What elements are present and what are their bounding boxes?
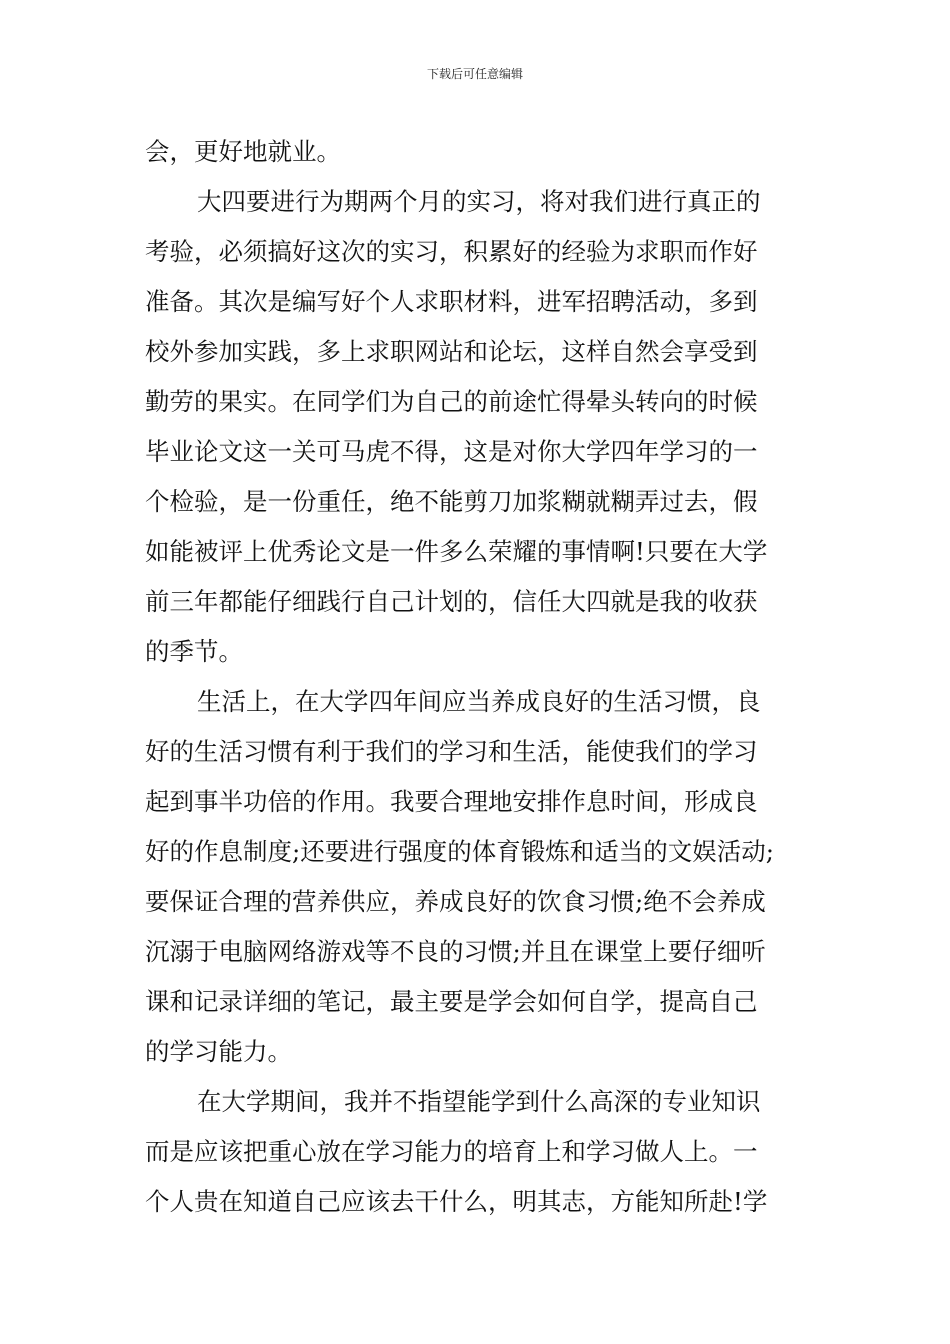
text-line: 校外参加实践，多上求职网站和论坛，这样自然会享受到 [145, 337, 758, 366]
text-line: 个人贵在知道自己应该去干什么，明其志，方能知所赴!学 [145, 1187, 768, 1216]
text-line: 起到事半功倍的作用。我要合理地安排作息时间，形成良 [145, 787, 758, 816]
text-line: 考验，必须搞好这次的实习，积累好的经验为求职而作好 [145, 237, 758, 266]
text-line: 如能被评上优秀论文是一件多么荣耀的事情啊!只要在大学 [145, 537, 768, 566]
text-line: 而是应该把重心放在学习能力的培育上和学习做人上。一 [145, 1137, 758, 1166]
text-line: 会，更好地就业。 [145, 137, 341, 166]
text-line: 毕业论文这一关可马虎不得，这是对你大学四年学习的一 [145, 437, 758, 466]
text-line: 个检验，是一份重任，绝不能剪刀加浆糊就糊弄过去，假 [145, 487, 758, 516]
text-line: 准备。其次是编写好个人求职材料，进军招聘活动，多到 [145, 287, 758, 316]
document-body [145, 127, 813, 1227]
text-line: 课和记录详细的笔记，最主要是学会如何自学，提高自己 [145, 987, 758, 1016]
text-line: 要保证合理的营养供应，养成良好的饮食习惯;绝不会养成 [145, 887, 766, 916]
text-line: 在大学期间，我并不指望能学到什么高深的专业知识 [197, 1087, 761, 1116]
text-line: 大四要进行为期两个月的实习，将对我们进行真正的 [197, 187, 761, 216]
text-line: 的学习能力。 [145, 1037, 292, 1066]
text-line: 好的生活习惯有利于我们的学习和生活，能使我们的学习 [145, 737, 758, 766]
text-line: 前三年都能仔细践行自己计划的，信任大四就是我的收获 [145, 587, 758, 616]
text-line: 生活上，在大学四年间应当养成良好的生活习惯，良 [197, 687, 761, 716]
text-line: 勤劳的果实。在同学们为自己的前途忙得晕头转向的时候 [145, 387, 758, 416]
text-line: 沉溺于电脑网络游戏等不良的习惯;并且在课堂上要仔细听 [145, 937, 766, 966]
text-line: 的季节。 [145, 637, 243, 666]
text-line: 好的作息制度;还要进行强度的体育锻炼和适当的文娱活动; [145, 837, 775, 866]
page-header: 下载后可任意编辑 [426, 67, 523, 81]
